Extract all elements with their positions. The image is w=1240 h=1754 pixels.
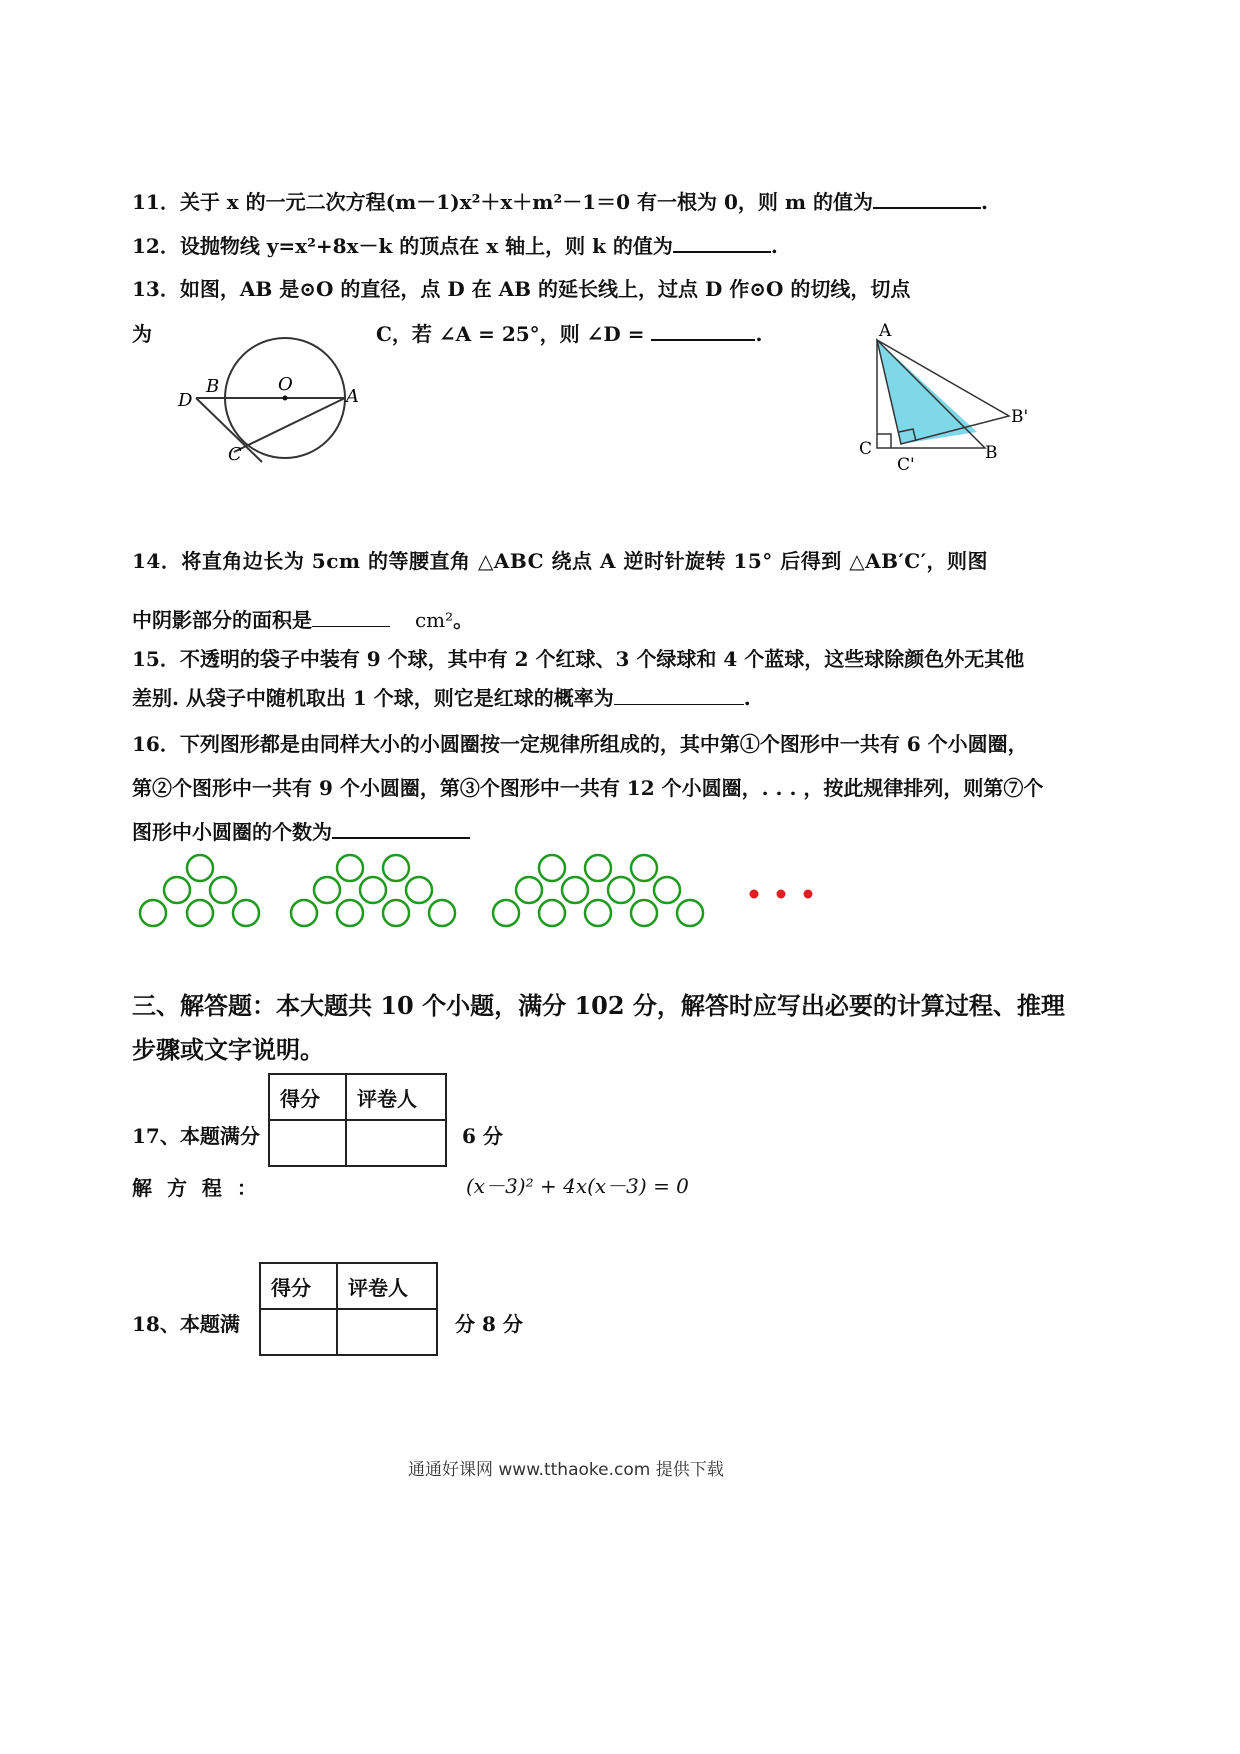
label-d: D bbox=[178, 390, 193, 411]
pattern-circle bbox=[516, 877, 542, 903]
label-a: A bbox=[346, 386, 359, 407]
pattern-circle bbox=[429, 900, 455, 926]
pattern-circle bbox=[608, 877, 634, 903]
pattern-circle bbox=[291, 900, 317, 926]
answer-blank-16 bbox=[332, 817, 470, 839]
circle-tangent-figure bbox=[170, 330, 370, 470]
rotated-triangle-figure bbox=[855, 318, 1035, 478]
circle-pattern-figure bbox=[130, 848, 830, 938]
question-14-line1: 14．将直角边长为 5cm 的等腰直角 △ABC 绕点 A 逆时针旋转 15° 后得到 △AB′C′，则图 bbox=[132, 549, 988, 573]
pattern-circle bbox=[140, 900, 166, 926]
question-16-line3: 图形中小圆圈的个数为 bbox=[132, 816, 470, 845]
score-cell[interactable] bbox=[260, 1309, 337, 1355]
label-c-prime: C' bbox=[897, 455, 915, 475]
question-18-score: 分 8 分 bbox=[455, 1312, 523, 1336]
question-14-line2: 中阴影部分的面积是 cm²。 bbox=[132, 608, 474, 632]
score-cell[interactable] bbox=[269, 1120, 346, 1166]
question-13-line2a: 为 bbox=[132, 322, 152, 346]
pattern-circle bbox=[631, 900, 657, 926]
pattern-3 bbox=[493, 855, 703, 926]
pattern-circle bbox=[383, 855, 409, 881]
pattern-circle bbox=[314, 877, 340, 903]
pattern-circle bbox=[233, 900, 259, 926]
ellipsis-dots bbox=[750, 890, 813, 899]
grader-header: 评卷人 bbox=[337, 1263, 437, 1309]
grader-cell[interactable] bbox=[337, 1309, 437, 1355]
pattern-circle bbox=[539, 855, 565, 881]
label-c: C bbox=[228, 444, 242, 465]
pattern-circle bbox=[677, 900, 703, 926]
pattern-circle bbox=[539, 900, 565, 926]
section-3-heading-line2: 步骤或文字说明。 bbox=[132, 1035, 324, 1064]
question-11-text: 11．关于 x 的一元二次方程(m－1)x²＋x＋m²－1＝0 有一根为 0，则 m 的值为 bbox=[132, 190, 873, 214]
question-17-label: 17、本题满分 bbox=[132, 1124, 260, 1148]
label-a2: A bbox=[879, 321, 892, 341]
pattern-circle bbox=[187, 900, 213, 926]
question-15-line1: 15．不透明的袋子中装有 9 个球，其中有 2 个红球、3 个绿球和 4 个蓝球，这些球除颜色外无其他 bbox=[132, 647, 1025, 671]
question-13-line2b: C，若 ∠A = 25°，则 ∠D = . bbox=[376, 318, 762, 347]
pattern-circle bbox=[493, 900, 519, 926]
pattern-circle bbox=[562, 877, 588, 903]
answer-blank-15 bbox=[614, 684, 744, 705]
answer-blank-12 bbox=[673, 231, 771, 253]
pattern-circle bbox=[383, 900, 409, 926]
answer-blank-11 bbox=[873, 187, 981, 209]
chord-ac bbox=[234, 398, 345, 452]
question-16-line2: 第②个图形中一共有 9 个小圆圈，第③个图形中一共有 12 个小圆圈，. . . ，按此规律排列，则第⑦个 bbox=[132, 776, 1044, 800]
pattern-circle bbox=[164, 877, 190, 903]
grader-header: 评卷人 bbox=[346, 1074, 446, 1120]
score-table-18 bbox=[259, 1262, 438, 1356]
question-12-text: 12．设抛物线 y=x²+8x－k 的顶点在 x 轴上，则 k 的值为 bbox=[132, 234, 673, 258]
question-18-label: 18、本题满 bbox=[132, 1312, 240, 1336]
pattern-circle bbox=[631, 855, 657, 881]
pattern-1 bbox=[140, 855, 259, 926]
unit-cm2: cm² bbox=[414, 608, 454, 632]
pattern-circle bbox=[360, 877, 386, 903]
question-13-line1: 13．如图，AB 是⊙O 的直径，点 D 在 AB 的延长线上，过点 D 作⊙O 的切线，切点 bbox=[132, 277, 911, 301]
pattern-circle bbox=[585, 900, 611, 926]
answer-blank-13 bbox=[651, 319, 755, 341]
center-point bbox=[283, 396, 288, 401]
score-header: 得分 bbox=[269, 1074, 346, 1120]
question-17-equation: (x－3)² + 4x(x－3) = 0 bbox=[466, 1174, 689, 1198]
label-o: O bbox=[278, 374, 293, 395]
score-table-17 bbox=[268, 1073, 447, 1167]
label-c2: C bbox=[859, 439, 873, 459]
ellipsis-dot bbox=[777, 890, 786, 899]
score-header: 得分 bbox=[260, 1263, 337, 1309]
pattern-circle bbox=[654, 877, 680, 903]
pattern-circle bbox=[406, 877, 432, 903]
label-b: B bbox=[206, 376, 220, 397]
pattern-circle bbox=[210, 877, 236, 903]
question-15-line2: 差别. 从袋子中随机取出 1 个球，则它是红球的概率为 . bbox=[132, 686, 751, 710]
footer-source: 通通好课网 www.tthaoke.com 提供下载 bbox=[408, 1460, 724, 1480]
label-b2: B bbox=[985, 443, 998, 463]
label-b-prime: B' bbox=[1011, 407, 1029, 427]
question-11: 11．关于 x 的一元二次方程(m－1)x²＋x＋m²－1＝0 有一根为 0，则 m 的值为 . bbox=[132, 186, 988, 215]
ellipsis-dot bbox=[804, 890, 813, 899]
question-12: 12．设抛物线 y=x²+8x－k 的顶点在 x 轴上，则 k 的值为 . bbox=[132, 230, 778, 259]
pattern-circle bbox=[337, 855, 363, 881]
section-3-heading-line1: 三、解答题：本大题共 10 个小题，满分 102 分，解答时应写出必要的计算过程、推理 bbox=[132, 991, 1065, 1020]
grader-cell[interactable] bbox=[346, 1120, 446, 1166]
pattern-2 bbox=[291, 855, 455, 926]
question-17-score: 6 分 bbox=[462, 1124, 503, 1148]
question-16-line1: 16．下列图形都是由同样大小的小圆圈按一定规律所组成的，其中第①个图形中一共有 6 个小圆圈， bbox=[132, 732, 1028, 756]
pattern-circle bbox=[585, 855, 611, 881]
pattern-circle bbox=[187, 855, 213, 881]
pattern-circle bbox=[337, 900, 363, 926]
answer-blank-14 bbox=[312, 606, 390, 627]
ellipsis-dot bbox=[750, 890, 759, 899]
question-17-prompt: 解 方 程 ： bbox=[132, 1176, 261, 1200]
right-angle-c bbox=[877, 434, 891, 448]
